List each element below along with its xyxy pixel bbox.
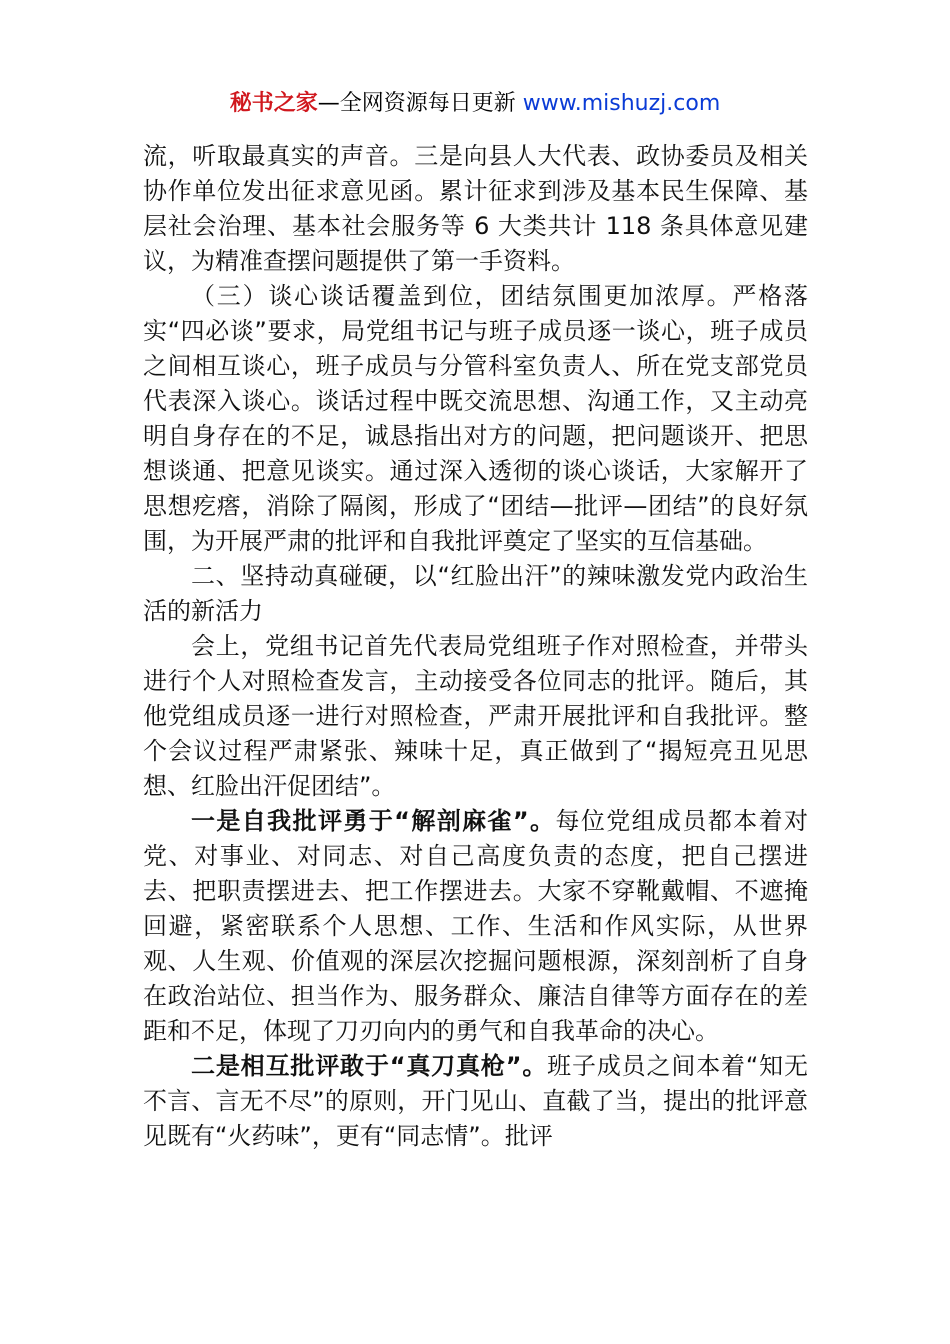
paragraph-lead: 二是相互批评敢于“真刀真枪”。 (191, 1052, 548, 1080)
brand-name: 秘书之家 (229, 91, 318, 116)
section-heading: 二、坚持动真碰硬，以“红脸出汗”的辣味激发党内政治生活的新活力 (143, 562, 808, 625)
site-url-link[interactable]: www.mishuzj.com (522, 91, 721, 116)
paragraph: 二是相互批评敢于“真刀真枪”。班子成员之间本着“知无不言、言无不尽”的原则，开门见山、直截了当，提出的批评意见既有“火药味”，更有“同志情”。批评 (143, 1052, 808, 1150)
document-body (143, 139, 808, 1154)
paragraph: （三）谈心谈话覆盖到位，团结氛围更加浓厚。严格落实“四必谈”要求，局党组书记与班子成员逐一谈心，班子成员之间相互谈心，班子成员与分管科室负责人、所在党支部党员代表深入谈心。谈话过程中既交流思想、沟通工作，又主动亮明自身存在的不足，诚恳指出对方的问题，把问题谈开、把思想谈通、把意见谈实。通过深入透彻的谈心谈话，大家解开了思想疙瘩，消除了隔阂，形成了“团结—批评—团结”的良好氛围，为开展严肃的批评和自我批评奠定了坚实的互信基础。 (143, 282, 808, 555)
site-header (0, 88, 950, 120)
paragraph: 一是自我批评勇于“解剖麻雀”。每位党组成员都本着对党、对事业、对同志、对自己高度负责的态度，把自己摆进去、把职责摆进去、把工作摆进去。大家不穿靴戴帽、不遮掩回避，紧密联系个人思想、工作、生活和作风实际，从世界观、人生观、价值观的深层次挖掘问题根源，深刻剖析了自身在政治站位、担当作为、服务群众、廉洁自律等方面存在的差距和不足，体现了刀刃向内的勇气和自我革命的决心。 (143, 807, 809, 1045)
header-tagline: —全网资源每日更新 (317, 91, 523, 116)
paragraph: 流，听取最真实的声音。三是向县人大代表、政协委员及相关协作单位发出征求意见函。累计征求到涉及基本民生保障、基层社会治理、基本社会服务等 6 大类共计 118 条具体意见建议，为精准查摆问题提供了第一手资料。 (143, 142, 808, 275)
paragraph: 会上，党组书记首先代表局党组班子作对照检查，并带头进行个人对照检查发言，主动接受各位同志的批评。随后，其他党组成员逐一进行对照检查，严肃开展批评和自我批评。整个会议过程严肃紧张、辣味十足，真正做到了“揭短亮丑见思想、红脸出汗促团结”。 (143, 632, 808, 800)
paragraph-lead: 一是自我批评勇于“解剖麻雀”。 (191, 807, 556, 835)
